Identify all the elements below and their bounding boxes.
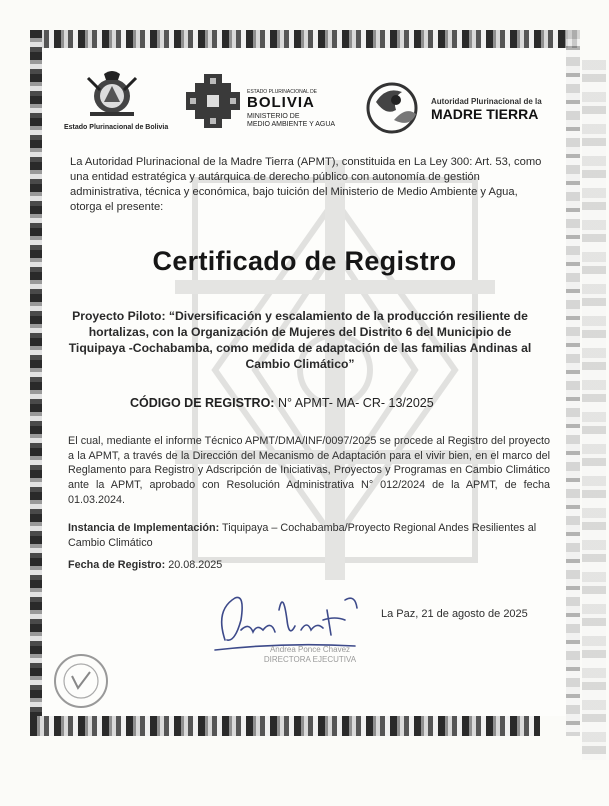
registration-code xyxy=(130,396,434,410)
certificate-title: Certificado de Registro xyxy=(152,246,457,276)
top-border-band xyxy=(30,30,578,48)
signature-stamp xyxy=(240,645,380,665)
official-seal-icon xyxy=(52,652,110,710)
place-date: La Paz, 21 de agosto de 2025 xyxy=(381,608,528,620)
fecha-block xyxy=(68,559,222,571)
signatory-role: DIRECTORA EJECUTIVA xyxy=(263,655,357,664)
ministerio-line-2: MEDIO AMBIENTE Y AGUA xyxy=(247,121,336,128)
left-border-band xyxy=(30,30,42,736)
instancia-label: Instancia de Implementación: xyxy=(68,522,220,534)
intro-paragraph: La Autoridad Plurinacional de la Madre Tierra (APMT), constituida en La Ley 300: Art. 53, como una entidad estratégica y autárquica de derecho público con autonomía de gestión administrativa, técnica y económica, bajo tuición del Ministerio de Medio Ambiente y Agua, otorga el presente: xyxy=(70,156,542,213)
bottom-border-band xyxy=(30,716,540,736)
ministerio-line-1: MINISTERIO DE xyxy=(247,113,300,120)
autoridad-line: Autoridad Plurinacional de la xyxy=(431,97,542,106)
body-paragraph: El cual, mediante el informe Técnico APMT/DMA/INF/0097/2025 se procede al Registro del proyecto a la APMT, a través de la Dirección del Mecanismo de Adaptación para el vivir bien, en el marco del Reglamento para Registro y Adscripción de Iniciativas, Proyectos y Programas en Cambio Climático ante la APMT, aprobado con Resolución Administrativa N° 012/2024 de la APMT, de fecha 01.03.2024. xyxy=(68,435,550,506)
registration-code-label: CÓDIGO DE REGISTRO: xyxy=(130,396,275,410)
project-title: Proyecto Piloto: “Diversificación y escalamiento de la producción resiliente de hortalizas, con la Organización de Mujeres del Distrito 6 del Municipio de Tiquipaya -Cochabamba, como medida de adaptación de las familias Andinas al Cambio Climático” xyxy=(68,309,532,371)
madre-tierra-icon xyxy=(366,80,426,136)
estado-label: Estado Plurinacional de Bolivia xyxy=(64,124,169,131)
fecha-label: Fecha de Registro: xyxy=(68,559,166,571)
chakana-icon xyxy=(186,74,240,128)
autoridad-big: MADRE TIERRA xyxy=(431,106,539,122)
fecha-value: 20.08.2025 xyxy=(168,559,223,571)
registration-code-value: N° APMT- MA- CR- 13/2025 xyxy=(277,396,434,410)
right-edge-pattern xyxy=(582,60,606,760)
instancia-value: Tiquipaya – Cochabamba/Proyecto Regional Andes Resilientes al Cambio Climático xyxy=(68,522,537,549)
ministerio-country: BOLIVIA xyxy=(247,94,315,111)
right-border-band xyxy=(566,30,580,736)
bolivia-coat-of-arms-icon xyxy=(82,68,142,120)
instancia-block xyxy=(68,521,550,550)
ministerio-top-label: ESTADO PLURINACIONAL DE xyxy=(247,89,318,95)
signatory-name: Andrea Ponce Chavez xyxy=(269,645,351,654)
